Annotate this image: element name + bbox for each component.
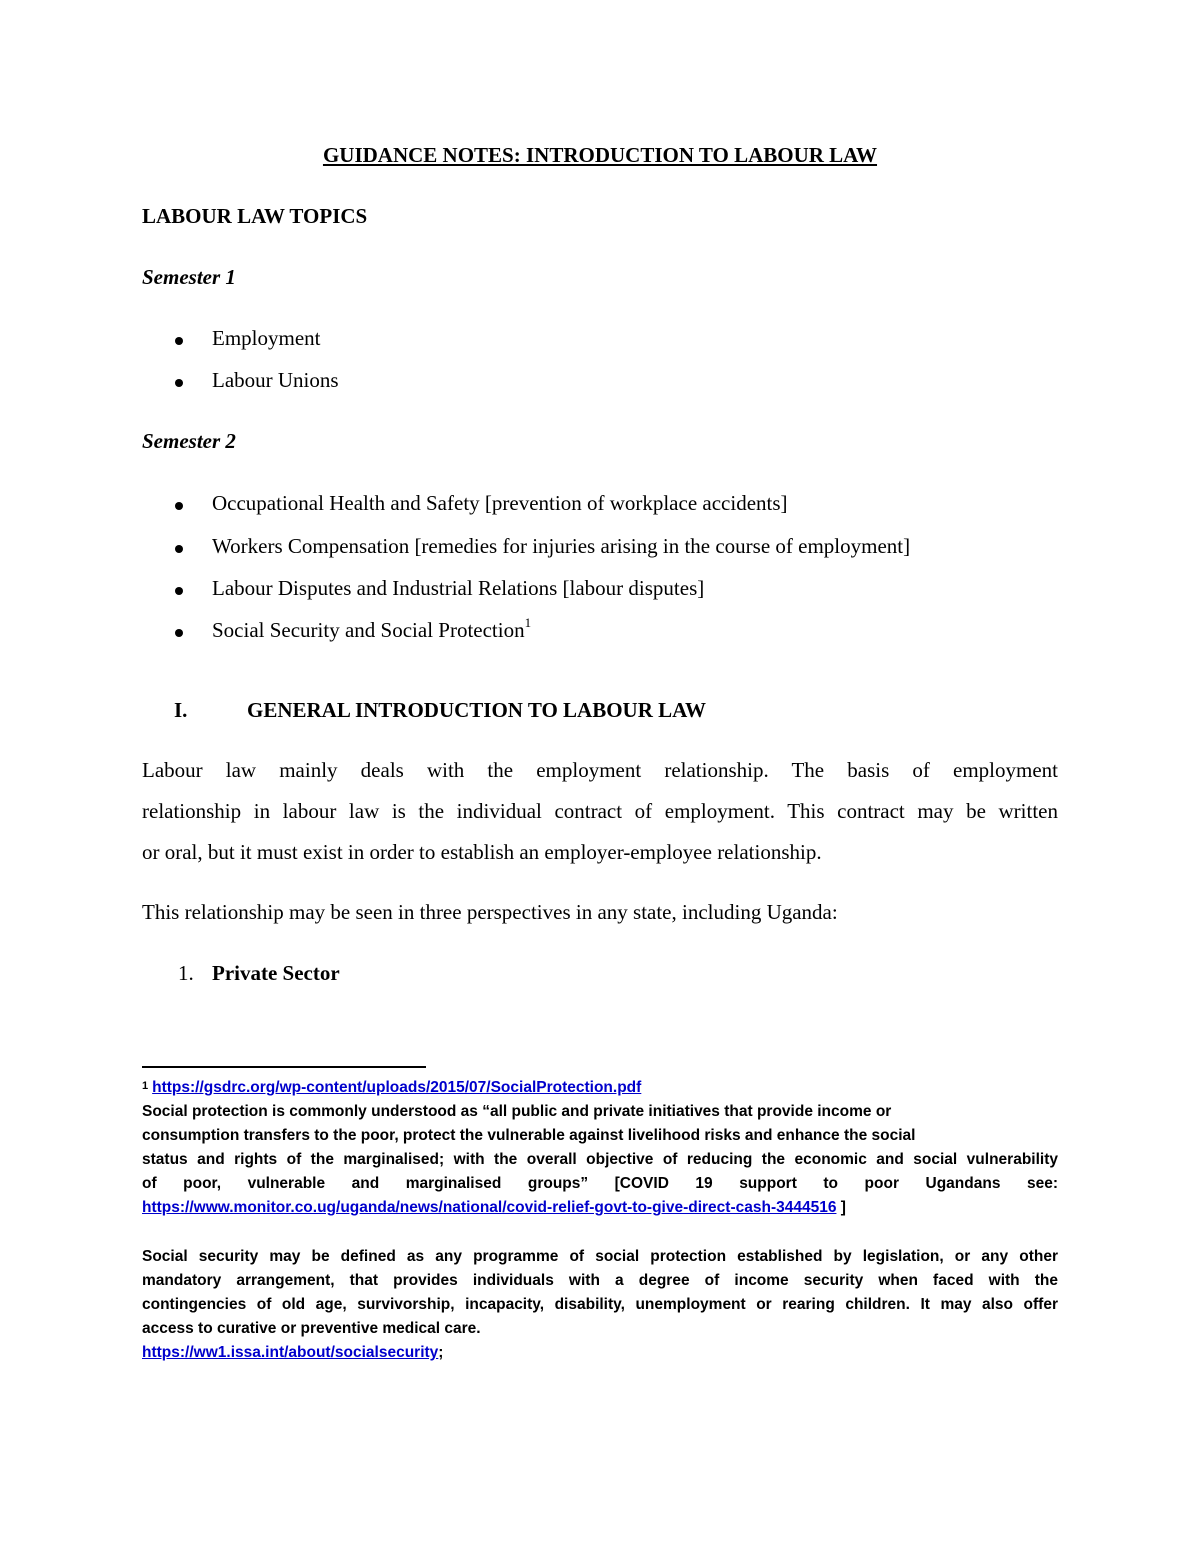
bullet-icon bbox=[175, 502, 183, 510]
footnote-ref[interactable]: 1 bbox=[524, 615, 532, 630]
list-number: 1. bbox=[178, 961, 194, 985]
semester-1-label: Semester 1 bbox=[142, 265, 236, 289]
section-number: I. bbox=[174, 698, 188, 722]
footnote-separator bbox=[142, 1066, 426, 1068]
footnote-link-issa[interactable]: https://ww1.issa.int/about/socialsecurity bbox=[142, 1344, 439, 1361]
section-title: GENERAL INTRODUCTION TO LABOUR LAW bbox=[247, 698, 706, 722]
bullet-icon bbox=[175, 545, 183, 553]
list-item-private-sector: Private Sector bbox=[212, 961, 340, 985]
bullet-icon bbox=[175, 337, 183, 345]
topics-heading: LABOUR LAW TOPICS bbox=[142, 204, 368, 228]
perspectives-intro: This relationship may be seen in three perspectives in any state, including Uganda: bbox=[142, 900, 838, 924]
intro-paragraph: Labour law mainly deals with the employment relationship. The basis of employment relationship in labour law is the individual contract of employment. This contract may be written or oral, but it must exist in order to establish an employer-employee relationship. bbox=[142, 758, 1058, 864]
bullet-icon bbox=[175, 587, 183, 595]
footnote-marker: 1 bbox=[142, 1080, 149, 1092]
semester-2-label: Semester 2 bbox=[142, 429, 236, 453]
document-title: GUIDANCE NOTES: INTRODUCTION TO LABOUR LAW bbox=[322, 143, 878, 167]
bullet-icon bbox=[175, 629, 183, 637]
bullet-icon bbox=[175, 379, 183, 387]
footnote: $^1$ https://gsdrc.org/wp-content/uploads/2015/07/SocialProtection.pdf Social protection is commonly understood as “all public and private initiatives that provide income or consumption transfers to the poor, protect the vulnerable against livelihood risks and enhance the social status and rights of the marginalised; with the overall objective of reducing the economic and social vulnerability of poor, vulnerable and marginalised groups” [COVID 19 support to poor Ugandans see: https://www.monitor.co.ug/uganda/news/national/covid-relief-govt-to-give-direct-cash-3444516 ] bbox=[142, 1079, 1058, 1216]
footnote-social-security: Social security may be defined as any programme of social protection established by legislation, or any other mandatory arrangement, that provides individuals with a degree of income security when faced with the contingencies of old age, survivorship, incapacity, disability, unemployment or rearing children. It may also offer access to curative or preventive medical care. https://ww1.issa.int/about/socialsecurity; bbox=[142, 1248, 1058, 1361]
footnote-link-gsdrc[interactable]: https://gsdrc.org/wp-content/uploads/2015/07/SocialProtection.pdf bbox=[152, 1079, 642, 1096]
footnote-link-monitor[interactable]: https://www.monitor.co.ug/uganda/news/national/covid-relief-govt-to-give-direct-cash-3444516 bbox=[142, 1199, 837, 1216]
document-page: GUIDANCE NOTES: INTRODUCTION TO LABOUR LAW LABOUR LAW TOPICS Semester 1 Employment Labour Unions Semester 2 Occupational Health and Safety [prevention of workplace accidents] Workers Compensation [remedies for injuries arising in the course of employment] Labour Disputes and Industrial Relations [labour disputes] Social Security and Social Protection$^1$ I. GENERAL INTRODUCTION TO LABOUR LAW Labour law mainly deals with the employment relationship. The basis of employment relationship in labour law is the individual contract of employment. This contract may be written or oral, but it must exist in order to establish an employer-employee relationship. This relationship may be seen in three perspectives in any state, including Uganda: 1. Private Sector $^1$ https://gsdrc.org/wp-content/uploads/2015/07/SocialProtection.pdf Social protection is commonly understood as “all public and private initiatives that provide income or consumption transfers to the poor, protect the vulnerable against livelihood risks and enhance the social status and rights of the marginalised; with the overall objective of reducing the economic and social vulnerability of poor, vulnerable and marginalised groups” [COVID 19 support to poor Ugandans see: https://www.monitor.co.ug/uganda/news/national/covid-relief-govt-to-give-direct-cash-3444516 ] Social security may be defined as any programme of social protection established by legislation, or any other mandatory arrangement, that provides individuals with a degree of income security when faced with the contingencies of old age, survivorship, incapacity, disability, unemployment or rearing children. It may also offer access to curative or preventive medical care. https://ww1.issa.int/about/socialsecurity; bbox=[0, 0, 1200, 1553]
